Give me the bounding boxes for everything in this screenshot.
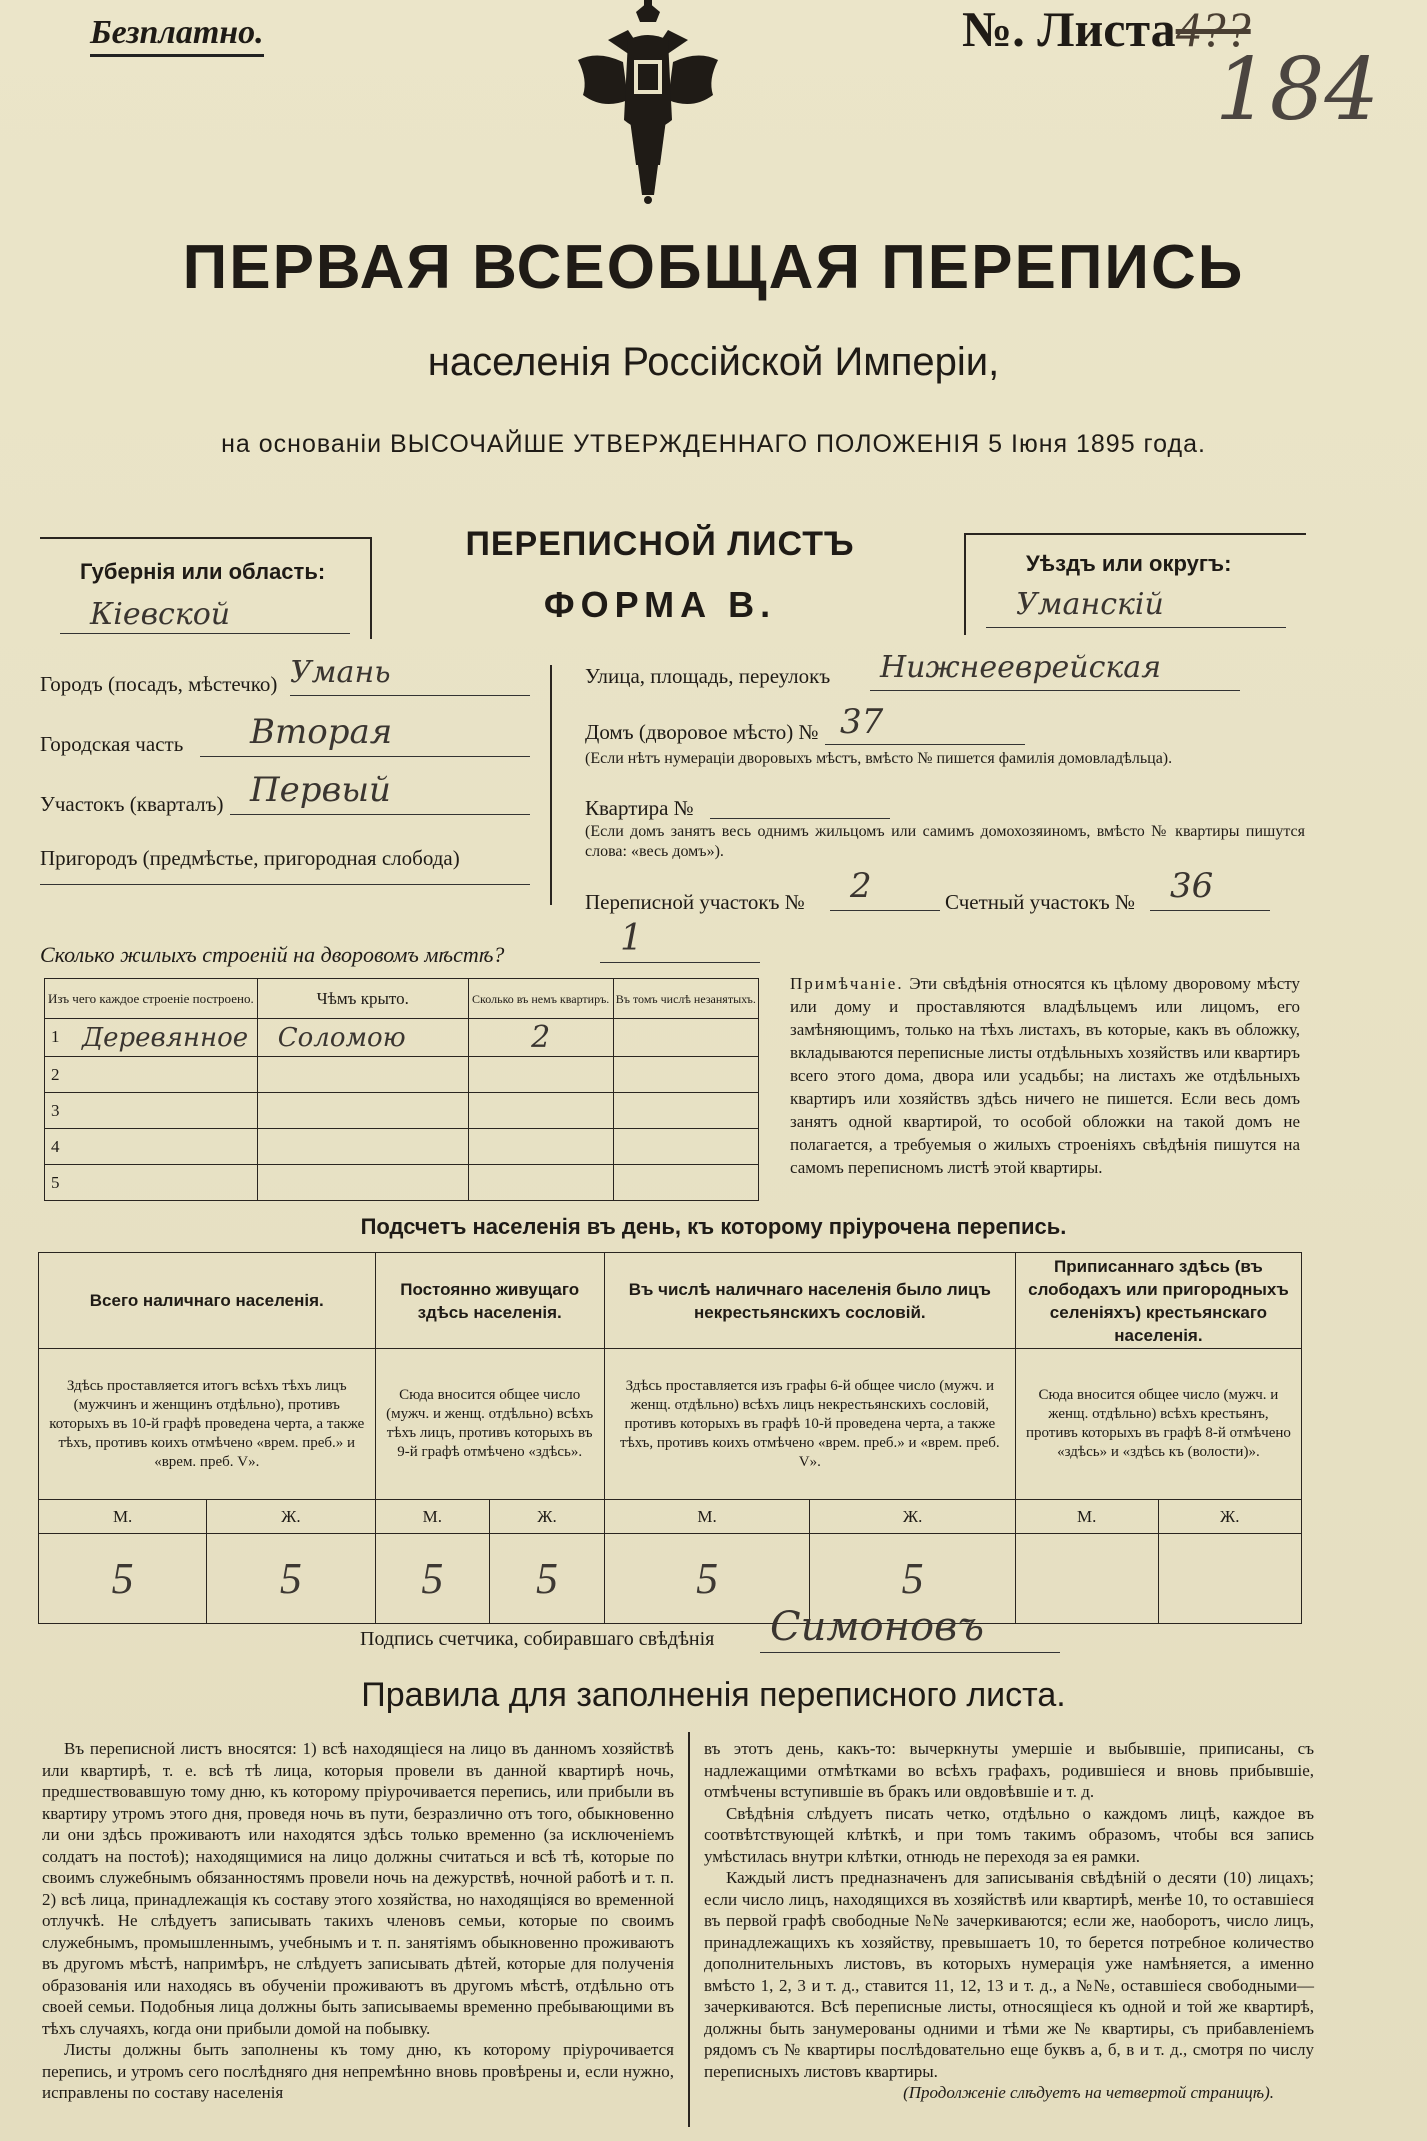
material-value: Деревянное (82, 1022, 249, 1053)
roof-value: Соломою (257, 1019, 468, 1057)
uezd-value: Уманскій (1016, 587, 1164, 622)
pop-col4-m (1015, 1533, 1158, 1623)
city-part-value: Вторая (250, 712, 393, 752)
gubernia-label: Губернія или область: (80, 559, 326, 584)
pop-col4-title: Приписаннаго здѣсь (въ слободахъ или пригородныхъ селеніяхъ) крестьянскаго населенія. (1015, 1253, 1301, 1349)
signature-value: Симоновъ (770, 1604, 984, 1650)
rules-paragraph: Свѣдѣнія слѣдуетъ писать четко, отдѣльно о каждомъ лицѣ, каждое въ соотвѣтствующей клѣткѣ, и при томъ такимъ образомъ, чтобы вся запись умѣстилась внутри клѣтки, отнюдь не переходя за ея рамки. (704, 1803, 1314, 1866)
form-code: ФОРМА В. (543, 584, 777, 625)
uezd-label: Уѣздъ или округъ: (1026, 551, 1232, 576)
pop-col1-f: 5 (207, 1533, 375, 1623)
form-name: ПЕРЕПИСНОЙ ЛИСТЪ (465, 525, 855, 563)
sheet-number-handwritten: 184 (1215, 40, 1380, 140)
pop-f-label: Ж. (490, 1500, 605, 1533)
table-row: 2 (45, 1057, 759, 1093)
apartment-label: Квартира № (585, 796, 694, 820)
pop-m-label: М. (375, 1500, 490, 1533)
pop-col1-desc: Здѣсь проставляется итогъ всѣхъ тѣхъ лицъ (мужчинъ и женщинъ отдѣльно), противъ которыхъ въ 10-й графѣ проведена черта, а также тѣхъ, противъ коихъ отмѣчено «врем. преб.» и «врем. преб. V». (39, 1349, 376, 1500)
pop-m-label: М. (39, 1500, 207, 1533)
sheet-number-struck: 4?? (1175, 1, 1251, 57)
street-label: Улица, площадь, переулокъ (585, 664, 831, 688)
census-section-label: Переписной участокъ № (585, 890, 805, 914)
rules-right-column (704, 1738, 1314, 2104)
apartment-note: (Если домъ занятъ весь однимъ жильцомъ или самимъ домохозяиномъ, вмѣсто № квартиры пишутся слова: «весь домъ»). (585, 823, 1305, 860)
page-subtitle: населенія Россійской Имперіи, (427, 340, 1000, 384)
population-table (38, 1252, 1302, 1624)
gubernia-value: Кіевской (90, 597, 231, 632)
house-value: 37 (840, 702, 884, 742)
buildings-question: Сколько жилыхъ строеній на дворовомъ мѣстѣ? (40, 942, 505, 967)
uezd-box (964, 533, 1306, 635)
house-note: (Если нѣтъ нумераціи дворовыхъ мѣстъ, вмѣсто № пишется фамилія домовладѣльца). (585, 750, 1173, 767)
city-value: Умань (290, 655, 391, 690)
suburb-label: Пригородъ (предмѣстье, пригородная слобода) (40, 846, 460, 870)
note-text: Эти свѣдѣнія относятся къ цѣлому дворовому мѣсту или дому и проставляются владѣльцемъ или лицомъ, его замѣняющимъ, только на тѣхъ листахъ, въ которые, какъ въ обложку, вкладываются переписные листы отдѣльныхъ хозяйствъ или квартиръ всего этого дома, двора или усадьбы; на листахъ же отдѣльныхъ квартиръ или хозяйствъ здѣсь ничего не пишется. Если весь домъ занятъ одной квартирой, то особой обложки на такой домъ не полагается, а требуемыя о жилыхъ строеніяхъ свѣдѣнія пишутся на самомъ переписномъ листѣ этой квартиры. (790, 974, 1301, 1177)
pop-col3-m: 5 (604, 1533, 810, 1623)
pop-col3-title: Въ числѣ наличнаго населенія было лицъ некрестьянскихъ сословій. (604, 1253, 1015, 1349)
pop-f-label: Ж. (1158, 1500, 1301, 1533)
rules-paragraph: Каждый листъ предназначенъ для записыванія свѣдѣній о десяти (10) лицахъ; если число лицъ, находящихся въ хозяйствѣ или квартирѣ, менѣе 10, то оставшіеся въ первой графѣ свободные №№ зачеркиваются; если же, наоборотъ, число лицъ, принадлежащихъ къ хозяйству, превышаетъ 10, то берется потребное количество дополнительныхъ листовъ, въ которыхъ нумерація уже намѣняется, а именно вмѣсто 1, 2, 3 и т. д., ставится 11, 12, 13 и т. д., а №№, оставшіеся свободными—зачеркиваются. Всѣ переписные листы, относящіеся къ одной и той же квартирѣ, должны быть занумерованы одними и тѣми же № квартиры, съ прибавленіемъ рядомъ съ № квартиры послѣдовательно еще буквъ а, б, в и т. д., смотря по числу переписныхъ листовъ квартиры. (704, 1868, 1314, 2081)
pop-f-label: Ж. (207, 1500, 375, 1533)
col-roof-header: Чѣмъ крыто. (257, 979, 468, 1019)
address-divider (550, 665, 552, 905)
note (790, 972, 1300, 1179)
house-label: Домъ (дворовое мѣсто) № (585, 720, 819, 744)
apartments-value: 2 (468, 1019, 613, 1057)
sheet-number (962, 0, 1251, 58)
table-row: 5 (45, 1165, 759, 1201)
table-row: 4 (45, 1129, 759, 1165)
sheet-number-label: №. Листа (962, 1, 1176, 57)
col-vacant-header: Въ томъ числѣ незанятыхъ. (613, 979, 758, 1019)
rules-continued: (Продолженіе слѣдуетъ на четвертой страницѣ). (903, 2083, 1274, 2102)
pop-col3-desc: Здѣсь проставляется изъ графы 6-й общее число (мужч. и женщ. отдѣльно) всѣхъ лицъ некрестьянскихъ сословій, противъ которыхъ въ графѣ 10-й проведена черта, а также тѣхъ, противъ коихъ отмѣчено «врем. преб.» и «врем. преб. V». (604, 1349, 1015, 1500)
col-material-header: Изъ чего каждое строеніе построено. (45, 979, 258, 1019)
free-label: Безплатно. (90, 14, 264, 57)
buildings-table (44, 978, 759, 1201)
rules-divider (688, 1732, 690, 2127)
signature-label: Подпись счетчика, собиравшаго свѣдѣнія (360, 1628, 715, 1650)
pop-col1-title: Всего наличнаго населенія. (39, 1253, 376, 1349)
rules-left-column (42, 1738, 674, 2104)
note-title: Примѣчаніе. (790, 974, 904, 993)
district-value: Первый (250, 770, 391, 810)
count-section-value: 36 (1170, 866, 1214, 906)
page-basis: на основаніи ВЫСОЧАЙШЕ УТВЕРЖДЕННАГО ПОЛОЖЕНІЯ 5 Іюня 1895 года. (221, 430, 1206, 458)
rules-paragraph: Въ переписной листъ вносятся: 1) всѣ находящіеся на лицо въ данномъ хозяйствѣ или квартирѣ, т. е. всѣ тѣ лица, которыя провели въ данной квартирѣ ночь, предшествовавшую тому дню, къ которому пріурочивается перепись, или прибыли въ квартиру утромъ этого дня, проведя ночь въ пути, безразлично отъ того, обыкновенно ли они здѣсь проживаютъ или находятся здѣсь только временно (за исключеніемъ солдатъ на постоѣ); находящимися на лицо должны считаться и всѣ тѣ, которые по своимъ служебнымъ обязанностямъ провели ночь на дежурствѣ, ночной работѣ и т. п. 2) всѣ лица, принадлежащія къ составу этого хозяйства, но находящіяся во временной отлучкѣ. Не слѣдуетъ записывать такихъ членовъ семьи, которые по своимъ служебнымъ, промышленнымъ, учебнымъ и т. п. занятіямъ обыкновенно проживаютъ въ другомъ мѣстѣ, напримѣръ, не слѣдуетъ записывать дѣтей, которые для полученія образованія или находясь въ обученіи проживаютъ въ другомъ мѣстѣ, отдѣльно отъ своей семьи. Подобныя лица должны быть записываемы временно пребывающими въ тѣхъ случаяхъ, когда они прибыли домой на побывку. (42, 1739, 674, 2038)
district-label: Участокъ (кварталъ) (40, 792, 224, 816)
pop-col2-m: 5 (375, 1533, 490, 1623)
buildings-answer: 1 (620, 918, 643, 959)
population-heading: Подсчетъ населенія въ день, къ которому пріурочена перепись. (360, 1214, 1067, 1239)
rules-paragraph: Листы должны быть заполнены къ тому дню, къ которому пріурочивается перепись, и утромъ сего послѣдняго дня непремѣнно вновь провѣрены и, если нужно, исправлены по составу населенія (42, 2040, 674, 2102)
pop-col2-desc: Сюда вносится общее число (мужч. и женщ. отдѣльно) всѣхъ тѣхъ лицъ, противъ которыхъ въ 9-й графѣ отмѣчено «здѣсь». (375, 1349, 604, 1500)
rules-paragraph: въ этотъ день, какъ-то: вычеркнуты умершіе и выбывшіе, приписаны, съ надлежащими отмѣтками во всѣхъ графахъ, родившіеся и вновь прибывшіе, отмѣчены вступившіе въ бракъ или овдовѣвшіе и т. д. (704, 1739, 1314, 1801)
pop-m-label: М. (604, 1500, 810, 1533)
page-title: ПЕРВАЯ ВСЕОБЩАЯ ПЕРЕПИСЬ (182, 233, 1245, 302)
vacant-value (613, 1019, 758, 1057)
census-section-value: 2 (850, 866, 872, 906)
pop-f-label: Ж. (810, 1500, 1016, 1533)
pop-col2-title: Постоянно живущаго здѣсь населенія. (375, 1253, 604, 1349)
street-value: Нижнееврейская (880, 650, 1162, 685)
pop-col3-f: 5 (810, 1533, 1016, 1623)
city-label: Городъ (посадъ, мѣстечко) (40, 672, 278, 696)
pop-col4-f (1158, 1533, 1301, 1623)
pop-col4-desc: Сюда вносится общее число (мужч. и женщ. отдѣльно) всѣхъ крестьянъ, противъ которыхъ въ графѣ 8-й отмѣчено «здѣсь» и «здѣсь къ (волости)». (1015, 1349, 1301, 1500)
table-row: 3 (45, 1093, 759, 1129)
count-section-label: Счетный участокъ № (945, 890, 1136, 914)
pop-col1-m: 5 (39, 1533, 207, 1623)
pop-col2-f: 5 (490, 1533, 605, 1623)
rules-heading: Правила для заполненія переписного листа. (361, 1676, 1066, 1714)
city-part-label: Городская часть (40, 732, 184, 756)
pop-m-label: М. (1015, 1500, 1158, 1533)
table-row: 1 Деревянное Соломою 2 (45, 1019, 759, 1057)
gubernia-box (40, 537, 372, 639)
imperial-eagle-emblem (568, 0, 728, 205)
col-apartments-header: Сколько въ немъ квартиръ. (468, 979, 613, 1019)
